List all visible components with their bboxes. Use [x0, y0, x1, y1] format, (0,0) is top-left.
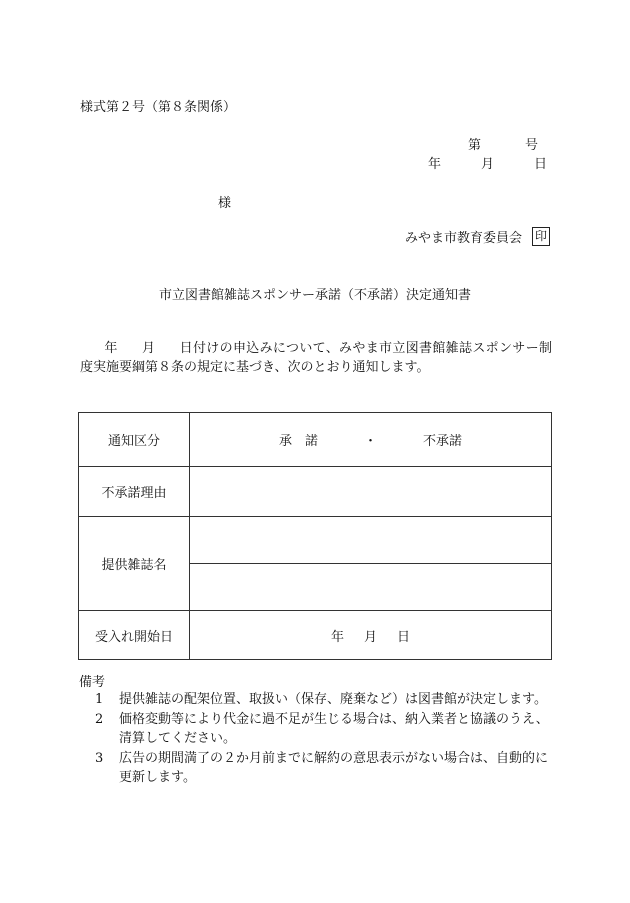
document-title: 市立図書館雑誌スポンサー承諾（不承諾）決定通知書	[158, 288, 471, 303]
notice-table	[78, 412, 552, 660]
start-day: 日	[397, 629, 411, 645]
note-text: 広告の期間満了の２か月前までに解約の意思表示がない場合は、自動的に更新します。	[119, 751, 549, 785]
recipient-honorific: 様	[218, 196, 232, 211]
table-row	[79, 413, 552, 467]
table-row	[79, 467, 552, 517]
start-date-cell	[190, 611, 552, 660]
table-row	[79, 517, 552, 564]
rejection-reason-label: 不承諾理由	[79, 467, 190, 517]
note-item	[95, 710, 553, 748]
intro-paragraph	[80, 339, 552, 377]
rejection-reason-cell	[190, 467, 552, 517]
issuer	[405, 227, 550, 246]
note-item	[95, 749, 553, 787]
start-year: 年	[330, 629, 344, 645]
note-number: 2	[95, 712, 104, 727]
start-month: 月	[363, 629, 377, 645]
seal-mark: 印	[532, 227, 550, 246]
magazine-name-cell-2	[190, 564, 552, 611]
issuer-name: みやま市教育委員会	[404, 231, 522, 246]
decision-label: 通知区分	[79, 413, 190, 467]
date-year-label: 年	[427, 157, 441, 172]
number-go-label: 号	[524, 138, 538, 153]
note-item	[95, 690, 553, 709]
number-dai-label: 第	[467, 138, 481, 153]
reject-option: 不承諾	[423, 434, 463, 449]
notes-title: 備考	[79, 675, 106, 690]
intro-year: 年	[104, 341, 118, 356]
issue-date	[428, 153, 547, 172]
date-day-label: 日	[533, 157, 547, 172]
separator-dot: ・	[363, 434, 377, 449]
decision-cell	[190, 413, 552, 467]
note-number: 3	[95, 751, 104, 766]
start-date-label: 受入れ開始日	[79, 611, 190, 660]
table-row	[79, 611, 552, 660]
note-text: 価格変動等により代金に過不足が生じる場合は、納入業者と協議のうえ、清算してください。	[119, 712, 549, 746]
magazine-name-label: 提供雑誌名	[79, 517, 190, 611]
accept-option: 承 諾	[278, 434, 318, 449]
document-number	[468, 134, 538, 153]
date-month-label: 月	[480, 157, 494, 172]
intro-month: 月	[141, 341, 156, 356]
intro-text: 日付けの申込みについて、みやま市立図書館雑誌スポンサー制度実施要綱第８条の規定に基づき、次のとおり通知します。	[80, 341, 552, 375]
magazine-name-cell-1	[190, 517, 552, 564]
note-number: 1	[95, 692, 104, 707]
note-text: 提供雑誌の配架位置、取扱い（保存、廃棄など）は図書館が決定します。	[119, 692, 547, 707]
form-number: 様式第２号（第８条関係）	[80, 100, 237, 115]
